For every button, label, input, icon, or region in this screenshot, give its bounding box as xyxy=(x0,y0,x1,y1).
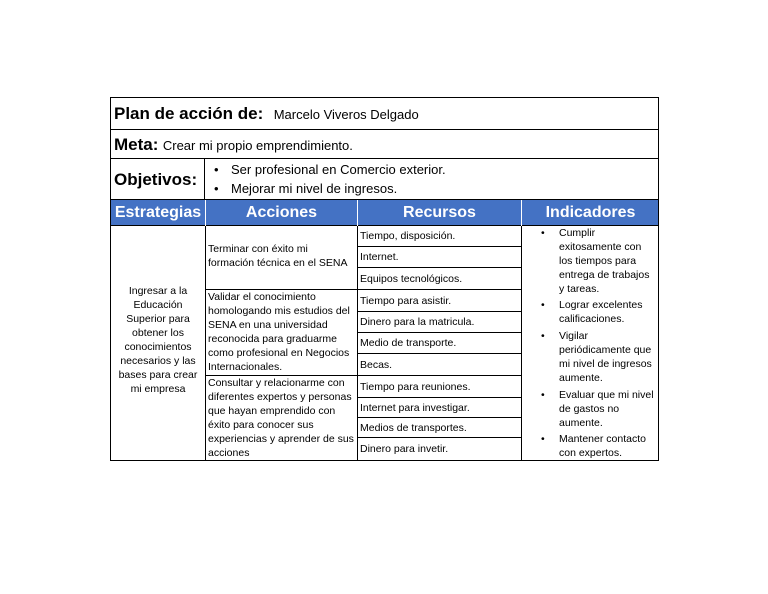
header-recursos: Recursos xyxy=(357,200,521,226)
indicador-item: • Lograr excelentes calificaciones. xyxy=(521,298,659,326)
accion-cell: Terminar con éxito mi formación técnica en el SENA xyxy=(205,226,357,290)
plan-name: Marcelo Viveros Delgado xyxy=(273,107,419,122)
accion-cell: Validar el conocimiento homologando mis estudios del SENA en una universidad reconocida para graduarme como profesional en Negocios Internacionales. xyxy=(205,290,357,376)
recurso-cell: Internet. xyxy=(357,247,521,268)
recurso-cell: Equipos tecnológicos. xyxy=(357,268,521,290)
header-estrategias: Estrategias xyxy=(114,204,202,221)
meta-row xyxy=(111,130,658,159)
plan-label: Plan de acción de: xyxy=(114,104,264,123)
indicador-item: • Mantener contacto con expertos. xyxy=(521,432,659,460)
recurso-cell: Medios de transportes. xyxy=(357,418,521,438)
table-body xyxy=(111,226,658,460)
indicador-item: • Vigilar periódicamente que mi nivel de ingresos aumente. xyxy=(521,329,659,385)
header-indicadores: Indicadores xyxy=(521,200,659,226)
objetivo-item: • Mejorar mi nivel de ingresos. xyxy=(214,179,446,198)
recurso-cell: Dinero para invetir. xyxy=(360,443,449,455)
objetivo-item: • Ser profesional en Comercio exterior. xyxy=(214,160,446,179)
accion-cell: Consultar y relacionarme con diferentes expertos y personas que hayan emprendido con éxito para conocer sus experiencias y aprender de sus acciones xyxy=(208,377,354,459)
recurso-cell: Internet para investigar. xyxy=(357,398,521,418)
recurso-cell: Dinero para la matricula. xyxy=(357,312,521,333)
recurso-cell: Becas. xyxy=(357,354,521,376)
header-acciones: Acciones xyxy=(205,200,357,226)
header-row xyxy=(111,200,658,226)
objetivos-label: Objetivos: xyxy=(114,170,198,189)
objetivos-row xyxy=(111,159,658,200)
indicadores-list xyxy=(521,226,659,460)
objetivos-list xyxy=(214,160,446,198)
meta-value: Crear mi propio emprendimiento. xyxy=(162,138,353,153)
recurso-cell: Tiempo, disposición. xyxy=(357,226,521,247)
indicador-item: • Cumplir exitosamente con los tiempos para entrega de trabajos y tareas. xyxy=(521,226,659,296)
recurso-cell: Tiempo para asistir. xyxy=(357,290,521,312)
action-plan-table xyxy=(110,97,659,461)
plan-row xyxy=(111,98,658,130)
indicador-item: • Evaluar que mi nivel de gastos no aumente. xyxy=(521,388,659,430)
recurso-cell: Tiempo para reuniones. xyxy=(357,376,521,398)
indicadores-cell xyxy=(521,226,659,460)
recurso-cell: Medio de transporte. xyxy=(357,333,521,354)
estrategia-cell: Ingresar a la Educación Superior para obtener los conocimientos necesarios y las bases para crear mi empresa xyxy=(118,285,198,395)
meta-label: Meta: xyxy=(114,135,159,154)
